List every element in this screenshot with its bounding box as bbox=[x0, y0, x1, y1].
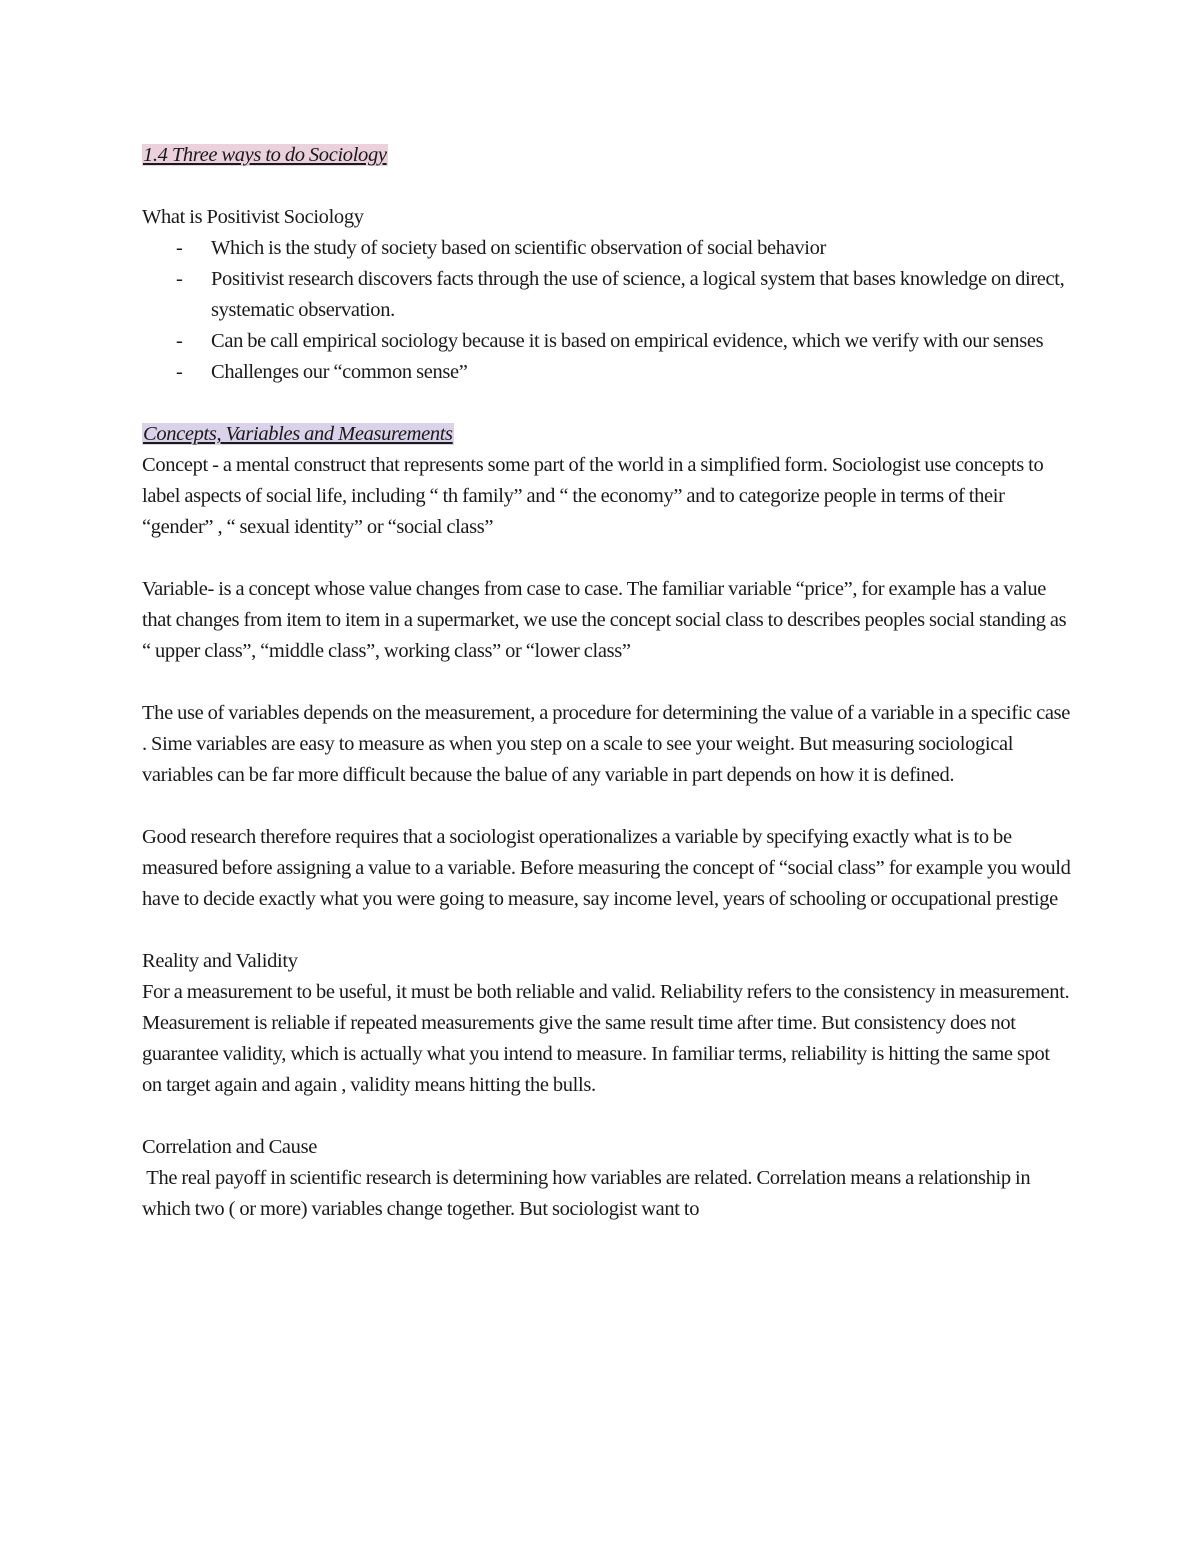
spacer bbox=[142, 388, 1072, 419]
spacer bbox=[142, 667, 1072, 698]
document-body bbox=[142, 140, 1072, 1225]
spacer bbox=[142, 543, 1072, 574]
bullet-text: Can be call empirical sociology because it is based on empirical evidence, which we verify with our senses bbox=[211, 330, 1044, 352]
section-title: 1.4 Three ways to do Sociology bbox=[143, 144, 387, 166]
list-item bbox=[142, 264, 1072, 326]
correlation-paragraph: The real payoff in scientific research is determining how variables are related. Correlation means a relationship in which two ( or more) variables change together. But sociologist want to bbox=[142, 1167, 1035, 1220]
dash-marker: - bbox=[176, 237, 183, 259]
positivist-question: What is Positivist Sociology bbox=[142, 206, 364, 228]
bullet-text: Which is the study of society based on scientific observation of social behavior bbox=[211, 237, 826, 259]
correlation-heading: Correlation and Cause bbox=[142, 1136, 317, 1158]
bullet-text: Positivist research discovers facts through the use of science, a logical system that bases knowledge on direct, systematic observation. bbox=[211, 268, 1065, 321]
bullet-text: Challenges our “common sense” bbox=[211, 361, 468, 383]
section-title-line bbox=[142, 140, 1072, 171]
dash-marker: - bbox=[176, 330, 183, 352]
positivist-bullet-list bbox=[142, 233, 1072, 388]
reliability-heading: Reality and Validity bbox=[142, 950, 298, 972]
concepts-heading: Concepts, Variables and Measurements bbox=[143, 423, 453, 445]
list-item bbox=[142, 326, 1072, 357]
spacer bbox=[142, 171, 1072, 202]
variable-paragraph: Variable- is a concept whose value changes from case to case. The familiar variable “price”, for example has a value that changes from item to item in a supermarket, we use the concept social class to describes peoples social standing as “ upper class”, “middle class”, working class” or “lower class” bbox=[142, 578, 1067, 662]
list-item bbox=[142, 233, 1072, 264]
measurement-paragraph: The use of variables depends on the measurement, a procedure for determining the value of a variable in a specific case . Sime variables are easy to measure as when you step on a scale to see your weight. But measuring sociological variables can be far more difficult because the balue of any variable in part depends on how it is defined. bbox=[142, 702, 1070, 786]
dash-marker: - bbox=[176, 268, 183, 290]
operationalize-paragraph: Good research therefore requires that a sociologist operationalizes a variable by specifying exactly what is to be measured before assigning a value to a variable. Before measuring the concept of “social class” for example you would have to decide exactly what you were going to measure, say income level, years of schooling or occupational prestige bbox=[142, 826, 1071, 910]
concept-paragraph: Concept - a mental construct that represents some part of the world in a simplified form. Sociologist use concepts to label aspects of social life, including “ th family” and “ the economy” and to categorize people in terms of their “gender” , “ sexual identity” or “social class” bbox=[142, 454, 1044, 538]
spacer bbox=[142, 915, 1072, 946]
dash-marker: - bbox=[176, 361, 183, 383]
concepts-heading-line bbox=[142, 419, 1072, 450]
reliability-paragraph: For a measurement to be useful, it must be both reliable and valid. Reliability refers to the consistency in measurement. Measurement is reliable if repeated measurements give the same result time after time. But consistency does not guarantee validity, which is actually what you intend to measure. In familiar terms, reliability is hitting the same spot on target again and again , validity means hitting the bulls. bbox=[142, 981, 1070, 1096]
spacer bbox=[142, 791, 1072, 822]
spacer bbox=[142, 1101, 1072, 1132]
list-item bbox=[142, 357, 1072, 388]
